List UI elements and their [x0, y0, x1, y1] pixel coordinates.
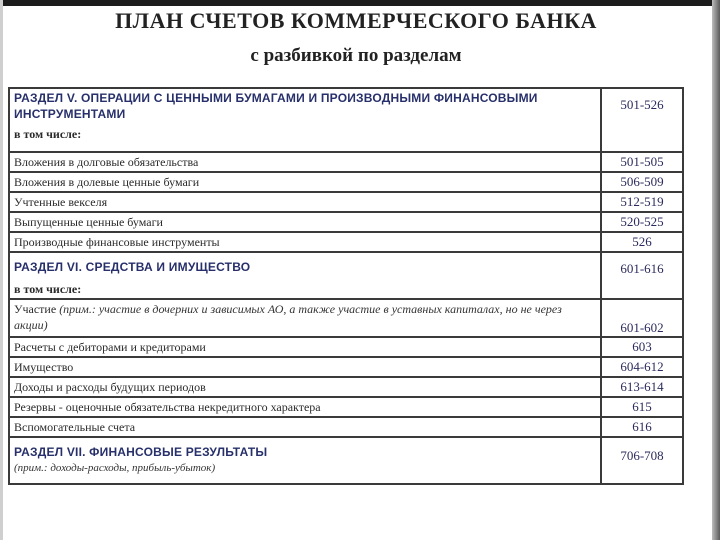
right-border: [712, 0, 720, 540]
accounts-table: [8, 87, 684, 485]
table-row: [9, 212, 683, 232]
row-label: Вложения в долговые обязательства: [9, 152, 601, 172]
participation-code: 601-602: [601, 299, 683, 337]
row-code: 520-525: [601, 212, 683, 232]
section-7-title: РАЗДЕЛ VII. ФИНАНСОВЫЕ РЕЗУЛЬТАТЫ: [14, 445, 268, 459]
left-border: [0, 0, 3, 540]
section-7-row: [9, 437, 683, 484]
section-5-header-row: [9, 88, 683, 152]
section-5-title: РАЗДЕЛ V. ОПЕРАЦИИ С ЦЕННЫМИ БУМАГАМИ И ПРОИЗВОДНЫМИ ФИНАНСОВЫМИ ИНСТРУМЕНТАМИ: [14, 91, 538, 121]
row-code: 603: [601, 337, 683, 357]
section-6-code-text: 601-616: [620, 261, 664, 276]
section-5-code: [601, 88, 683, 152]
section-6-title: РАЗДЕЛ VI. СРЕДСТВА И ИМУЩЕСТВО: [14, 260, 251, 274]
section-6-including: в том числе:: [14, 282, 82, 296]
section-7-note: (прим.: доходы-расходы, прибыль-убыток): [14, 462, 216, 474]
row-code: 512-519: [601, 192, 683, 212]
row-label: Учтенные векселя: [9, 192, 601, 212]
table-row: [9, 337, 683, 357]
row-code: 613-614: [601, 377, 683, 397]
section-5-including: в том числе:: [14, 127, 82, 141]
section-5-code-text: 501-526: [620, 97, 664, 112]
table-row: [9, 192, 683, 212]
table-row: [9, 377, 683, 397]
row-code: 616: [601, 417, 683, 437]
table-row: [9, 232, 683, 252]
section-5-cell: [9, 88, 601, 152]
page-title: ПЛАН СЧЕТОВ КОММЕРЧЕСКОГО БАНКА: [115, 8, 597, 33]
row-code: 604-612: [601, 357, 683, 377]
row-code: 615: [601, 397, 683, 417]
row-label: Доходы и расходы будущих периодов: [9, 377, 601, 397]
section-6-header-row: [9, 252, 683, 299]
section-6-cell: [9, 252, 601, 299]
row-label: Вспомогательные счета: [9, 417, 601, 437]
row-label: Вложения в долевые ценные бумаги: [9, 172, 601, 192]
row-label: Производные финансовые инструменты: [9, 232, 601, 252]
section-7-code: 706-708: [601, 437, 683, 484]
row-label: Выпущенные ценные бумаги: [9, 212, 601, 232]
table-row: [9, 172, 683, 192]
row-label: Расчеты с дебиторами и кредиторами: [9, 337, 601, 357]
participation-label: Участие: [14, 302, 57, 316]
table-row: [9, 397, 683, 417]
page-subtitle: с разбивкой по разделам: [250, 45, 462, 66]
section-7-cell: [9, 437, 601, 484]
participation-note: (прим.: участие в дочерних и зависимых АО, а также участие в уставных капиталах, но не через акции): [14, 302, 562, 332]
top-border: [0, 0, 720, 6]
table-row: [9, 357, 683, 377]
participation-cell: [9, 299, 601, 337]
row-code: 526: [601, 232, 683, 252]
participation-row: [9, 299, 683, 337]
row-code: 506-509: [601, 172, 683, 192]
row-label: Имущество: [9, 357, 601, 377]
row-label: Резервы - оценочные обязательства некредитного характера: [9, 397, 601, 417]
table-row: [9, 417, 683, 437]
table-row: [9, 152, 683, 172]
section-6-code: [601, 252, 683, 299]
row-code: 501-505: [601, 152, 683, 172]
